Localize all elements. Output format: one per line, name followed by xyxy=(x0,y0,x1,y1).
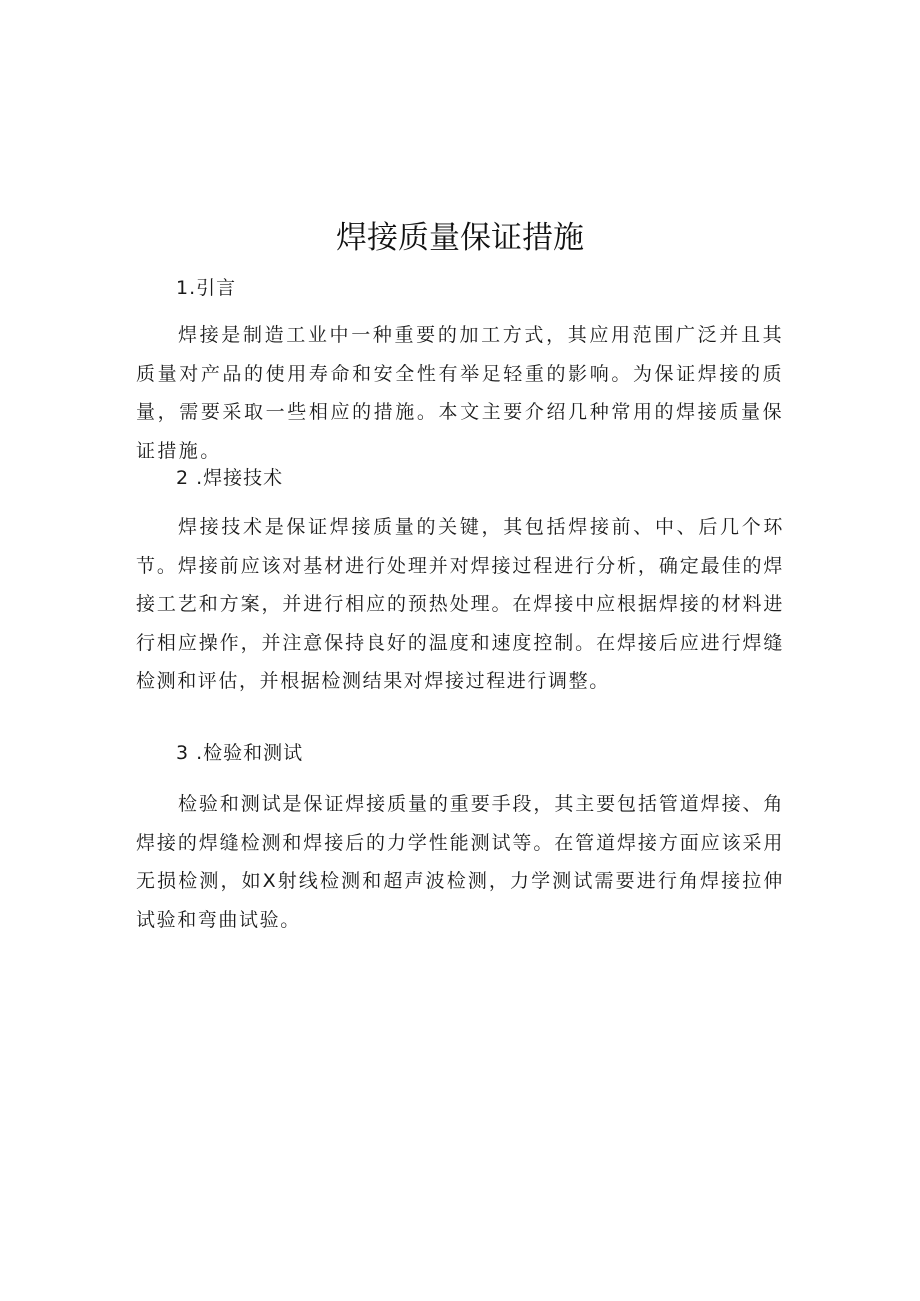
section-heading-welding-technique: 2 .焊接技术 xyxy=(176,467,284,489)
section-paragraph-introduction: 焊接是制造工业中一种重要的加工方式，其应用范围广泛并且其质量对产品的使用寿命和安全性有举足轻重的影响。为保证焊接的质量，需要采取一些相应的措施。本文主要介绍几种常用的焊接质量保证措施。 xyxy=(136,324,784,462)
section-paragraph-welding-technique: 焊接技术是保证焊接质量的关键，其包括焊接前、中、后几个环节。焊接前应该对基材进行处理并对焊接过程进行分析，确定最佳的焊接工艺和方案，并进行相应的预热处理。在焊接中应根据焊接的材料进行相应操作，并注意保持良好的温度和速度控制。在焊接后应进行焊缝检测和评估，并根据检测结果对焊接过程进行调整。 xyxy=(136,516,784,692)
section-paragraph-inspection-testing: 检验和测试是保证焊接质量的重要手段，其主要包括管道焊接、角焊接的焊缝检测和焊接后的力学性能测试等。在管道焊接方面应该采用无损检测，如X射线检测和超声波检测，力学测试需要进行角焊接拉伸试验和弯曲试验。 xyxy=(136,793,784,931)
document-title: 焊接质量保证措施 xyxy=(336,220,584,256)
section-heading-inspection-testing: 3 .检验和测试 xyxy=(176,742,304,764)
section-heading-introduction: 1.引言 xyxy=(176,277,237,299)
